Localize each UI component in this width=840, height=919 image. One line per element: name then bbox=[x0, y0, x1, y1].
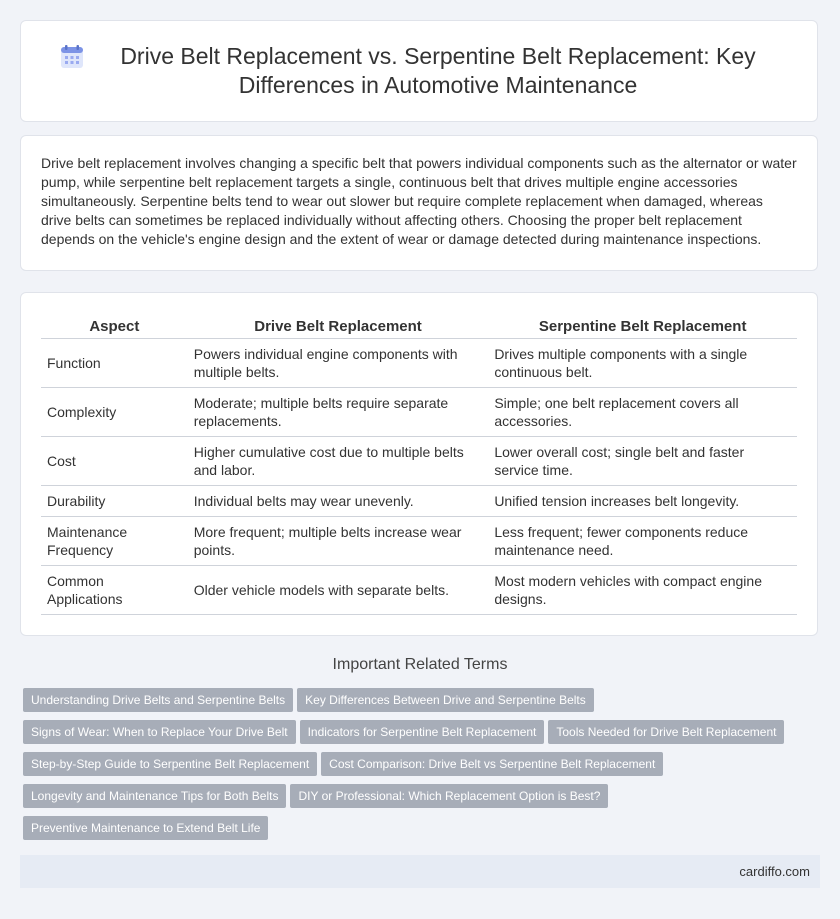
table-row bbox=[41, 339, 797, 388]
cell-serpentine: Lower overall cost; single belt and faster service time. bbox=[488, 437, 797, 486]
cell-drive: Powers individual engine components with multiple belts. bbox=[188, 339, 489, 388]
table-row bbox=[41, 388, 797, 437]
related-term-tag[interactable]: Step-by-Step Guide to Serpentine Belt Replacement bbox=[23, 752, 317, 776]
cell-drive: More frequent; multiple belts increase wear points. bbox=[188, 517, 489, 566]
cell-drive: Moderate; multiple belts require separate replacements. bbox=[188, 388, 489, 437]
footer-site-link[interactable]: cardiffo.com bbox=[739, 864, 810, 879]
cell-aspect: Cost bbox=[41, 437, 188, 486]
page-title: Drive Belt Replacement vs. Serpentine Belt Replacement: Key Differences in Automotive Maintenance bbox=[120, 43, 756, 98]
table-row bbox=[41, 437, 797, 486]
cell-aspect: Function bbox=[41, 339, 188, 388]
related-term-tag[interactable]: Longevity and Maintenance Tips for Both Belts bbox=[23, 784, 286, 808]
related-terms-title: Important Related Terms bbox=[332, 656, 508, 673]
cell-serpentine: Drives multiple components with a single continuous belt. bbox=[488, 339, 797, 388]
table-row bbox=[41, 486, 797, 517]
related-term-tag[interactable]: Preventive Maintenance to Extend Belt Life bbox=[23, 816, 268, 840]
header-serpentine-belt: Serpentine Belt Replacement bbox=[488, 307, 797, 339]
table-header-row bbox=[41, 307, 797, 339]
intro-card bbox=[20, 135, 818, 271]
cell-serpentine: Most modern vehicles with compact engine designs. bbox=[488, 566, 797, 615]
cell-aspect: Common Applications bbox=[41, 566, 188, 615]
related-term-tag[interactable]: Indicators for Serpentine Belt Replacement bbox=[300, 720, 545, 744]
footer-bar bbox=[20, 855, 820, 888]
cell-serpentine: Unified tension increases belt longevity. bbox=[488, 486, 797, 517]
cell-drive: Older vehicle models with separate belts. bbox=[188, 566, 489, 615]
related-term-tag[interactable]: Tools Needed for Drive Belt Replacement bbox=[548, 720, 784, 744]
header-card bbox=[20, 20, 818, 122]
cell-aspect: Durability bbox=[41, 486, 188, 517]
related-term-tag[interactable]: Understanding Drive Belts and Serpentine Belts bbox=[23, 688, 293, 712]
cell-drive: Individual belts may wear unevenly. bbox=[188, 486, 489, 517]
calendar-icon bbox=[59, 44, 85, 70]
table-row bbox=[41, 566, 797, 615]
cell-serpentine: Simple; one belt replacement covers all accessories. bbox=[488, 388, 797, 437]
cell-aspect: Maintenance Frequency bbox=[41, 517, 188, 566]
cell-aspect: Complexity bbox=[41, 388, 188, 437]
comparison-table bbox=[41, 307, 797, 615]
intro-paragraph: Drive belt replacement involves changing a specific belt that powers individual components such as the alternator or water pump, while serpentine belt replacement targets a single, continuous belt that drives multiple engine accessories simultaneously. Serpentine belts tend to wear out slower but require complete replacement when damaged, whereas drive belts can sometimes be replaced individually without affecting others. Choosing the proper belt replacement depends on the vehicle's engine design and the extent of wear or damage detected during maintenance inspections. bbox=[41, 155, 797, 247]
header-drive-belt: Drive Belt Replacement bbox=[188, 307, 489, 339]
related-terms-list bbox=[23, 688, 823, 848]
cell-serpentine: Less frequent; fewer components reduce maintenance need. bbox=[488, 517, 797, 566]
table-row bbox=[41, 517, 797, 566]
related-term-tag[interactable]: Signs of Wear: When to Replace Your Drive Belt bbox=[23, 720, 296, 744]
header-aspect: Aspect bbox=[41, 307, 188, 339]
related-term-tag[interactable]: Cost Comparison: Drive Belt vs Serpentine Belt Replacement bbox=[321, 752, 663, 776]
cell-drive: Higher cumulative cost due to multiple belts and labor. bbox=[188, 437, 489, 486]
related-term-tag[interactable]: Key Differences Between Drive and Serpentine Belts bbox=[297, 688, 594, 712]
related-term-tag[interactable]: DIY or Professional: Which Replacement Option is Best? bbox=[290, 784, 608, 808]
comparison-card bbox=[20, 292, 818, 636]
header-inner bbox=[59, 42, 779, 100]
